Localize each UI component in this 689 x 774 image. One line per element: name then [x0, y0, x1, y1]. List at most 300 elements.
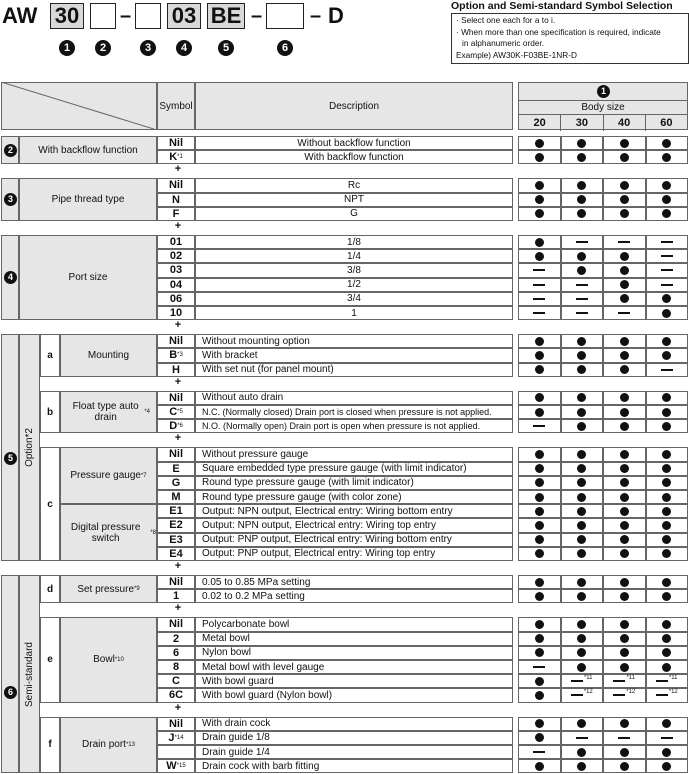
unavailable-dash	[661, 284, 673, 286]
symbol-cell	[157, 363, 195, 377]
available-dot	[662, 408, 671, 417]
code-number-4: 4	[176, 40, 192, 56]
value-cell	[646, 688, 689, 702]
value-cell	[561, 178, 604, 192]
description-cell: Output: PNP output, Electrical entry: Wiring top entry	[195, 547, 513, 561]
available-dot	[662, 549, 671, 558]
symbol-text: J	[168, 731, 175, 744]
available-dot	[535, 733, 544, 742]
symbol-cell	[157, 547, 195, 561]
value-cell	[561, 363, 604, 377]
size-columns	[519, 114, 687, 131]
available-dot	[620, 181, 629, 190]
value-cell	[646, 547, 689, 561]
value-cell	[646, 660, 689, 674]
available-dot	[535, 408, 544, 417]
value-cell	[646, 476, 689, 490]
symbol-cell	[157, 263, 195, 277]
header-corner	[1, 82, 157, 130]
semi-label: Semi-standard	[24, 641, 35, 707]
value-cell	[518, 150, 561, 164]
description-cell: Output: NPN output, Electrical entry: Wiring bottom entry	[195, 504, 513, 518]
plus-separator: +	[174, 319, 182, 332]
value-cell	[646, 306, 689, 320]
available-dot	[620, 139, 629, 148]
ordering-code	[0, 0, 370, 62]
value-cell	[561, 575, 604, 589]
available-dot	[535, 677, 544, 686]
available-dot	[662, 478, 671, 487]
symbol-text: W	[166, 760, 177, 773]
value-cell	[518, 547, 561, 561]
available-dot	[662, 209, 671, 218]
symbol-text: 8	[172, 661, 180, 674]
symbol-note: *3	[177, 352, 183, 359]
value-cell	[561, 632, 604, 646]
symbol-text: 06	[169, 292, 183, 305]
available-dot	[620, 365, 629, 374]
description-cell: Polycarbonate bowl	[195, 617, 513, 631]
value-cell	[561, 193, 604, 207]
description-cell: With drain cock	[195, 717, 513, 731]
value-cell	[603, 178, 646, 192]
symbol-cell	[157, 207, 195, 221]
symbol-cell	[157, 235, 195, 249]
selection-note: in alphanumeric order.	[462, 38, 545, 48]
description-cell: With bowl guard	[195, 674, 513, 688]
plus-separator: +	[174, 220, 182, 232]
code-suffix: D	[328, 3, 344, 28]
description-cell: 1/2	[195, 278, 513, 292]
symbol-text: 6C	[168, 689, 184, 702]
description-cell: With set nut (for panel mount)	[195, 363, 513, 377]
unavailable-dash	[661, 269, 673, 271]
available-dot	[662, 181, 671, 190]
available-dot	[577, 762, 586, 771]
available-dot	[535, 478, 544, 487]
code-number-6: 6	[277, 40, 293, 56]
plus-separator: +	[174, 375, 182, 388]
available-dot	[662, 507, 671, 516]
value-cell	[518, 660, 561, 674]
available-dot	[577, 195, 586, 204]
value-cell	[646, 717, 689, 731]
group-label: Port size	[19, 235, 157, 320]
value-cell	[561, 476, 604, 490]
value-cell	[561, 278, 604, 292]
symbol-cell	[157, 334, 195, 348]
sub-letter: a	[40, 334, 60, 377]
value-cell	[518, 688, 561, 702]
code-number-1: 1	[59, 40, 75, 56]
symbol-cell	[157, 462, 195, 476]
available-dot	[577, 634, 586, 643]
unavailable-dash	[618, 737, 630, 739]
value-cell	[561, 292, 604, 306]
body-size-label: Body size	[519, 100, 687, 115]
available-dot	[535, 209, 544, 218]
size-col: 40	[604, 115, 646, 131]
value-cell	[561, 617, 604, 631]
available-dot	[577, 578, 586, 587]
option-label: Option*2	[24, 428, 35, 468]
symbol-text: 2	[172, 632, 180, 645]
value-cell	[518, 589, 561, 603]
value-note: *11	[583, 675, 593, 682]
value-cell	[603, 646, 646, 660]
unavailable-dash	[533, 284, 545, 286]
value-cell	[646, 363, 689, 377]
body-size-number: 1	[597, 85, 610, 98]
unavailable-dash	[533, 298, 545, 300]
value-cell	[518, 617, 561, 631]
symbol-text: D	[169, 420, 178, 433]
available-dot	[620, 422, 629, 431]
available-dot	[577, 252, 586, 261]
value-cell	[561, 150, 604, 164]
value-cell	[603, 150, 646, 164]
value-cell	[646, 150, 689, 164]
symbol-note: *14	[174, 734, 184, 741]
sub-letter: b	[40, 391, 60, 434]
available-dot	[662, 535, 671, 544]
value-cell	[561, 759, 604, 773]
available-dot	[535, 464, 544, 473]
value-cell	[603, 136, 646, 150]
unavailable-dash	[533, 751, 545, 753]
available-dot	[535, 493, 544, 502]
unavailable-dash	[533, 425, 545, 427]
description-cell: Nylon bowl	[195, 646, 513, 660]
semi-number: 6	[4, 686, 17, 699]
available-dot	[577, 663, 586, 672]
unavailable-dash	[533, 312, 545, 314]
value-cell	[518, 745, 561, 759]
symbol-cell	[157, 632, 195, 646]
available-dot	[620, 408, 629, 417]
value-note: *11	[626, 675, 636, 682]
unavailable-dash	[533, 666, 545, 668]
value-cell	[518, 504, 561, 518]
available-dot	[620, 578, 629, 587]
value-cell	[603, 334, 646, 348]
value-cell	[603, 617, 646, 631]
sub-label-note: *4	[144, 409, 150, 416]
available-dot	[620, 153, 629, 162]
unavailable-dash	[533, 269, 545, 271]
symbol-text: E4	[169, 547, 183, 560]
available-dot	[662, 294, 671, 303]
description-cell: Drain guide 1/8	[195, 731, 513, 745]
symbol-text: M	[171, 491, 181, 504]
symbol-cell	[157, 150, 195, 164]
value-cell	[646, 249, 689, 263]
header-description: Description	[195, 82, 513, 130]
plus-separator: +	[174, 602, 182, 615]
symbol-note: *1	[177, 154, 183, 161]
available-dot	[577, 464, 586, 473]
value-cell	[518, 193, 561, 207]
value-cell	[646, 731, 689, 745]
value-cell	[603, 717, 646, 731]
symbol-cell	[157, 278, 195, 292]
value-cell	[646, 193, 689, 207]
value-cell	[561, 348, 604, 362]
available-dot	[535, 450, 544, 459]
value-cell	[603, 575, 646, 589]
header-symbol: Symbol	[157, 82, 195, 130]
size-col: 60	[660, 117, 673, 129]
code-box-6	[266, 3, 304, 29]
available-dot	[662, 719, 671, 728]
description-cell: 3/4	[195, 292, 513, 306]
available-dot	[620, 252, 629, 261]
value-cell	[603, 278, 646, 292]
selection-notes	[451, 13, 689, 64]
sub-label: Pressure gauge *7	[60, 447, 157, 504]
symbol-cell	[157, 759, 195, 773]
value-cell	[603, 419, 646, 433]
symbol-cell	[157, 674, 195, 688]
value-cell	[646, 405, 689, 419]
available-dot	[620, 507, 629, 516]
sub-label: Digital pressure switch *8	[60, 504, 157, 561]
symbol-cell	[157, 660, 195, 674]
available-dot	[577, 648, 586, 657]
symbol-text: Nil	[168, 576, 184, 589]
value-cell	[603, 193, 646, 207]
available-dot	[535, 139, 544, 148]
sub-label-note: *13	[125, 741, 135, 748]
value-cell	[646, 632, 689, 646]
available-dot	[620, 450, 629, 459]
unavailable-dash	[613, 694, 625, 696]
symbol-text: 6	[172, 646, 180, 659]
unavailable-dash	[571, 694, 583, 696]
sub-letter: c	[40, 447, 60, 561]
value-cell	[518, 731, 561, 745]
available-dot	[535, 634, 544, 643]
sub-letter: e	[40, 617, 60, 702]
available-dot	[620, 719, 629, 728]
option-number-cell	[1, 334, 19, 561]
value-cell	[518, 178, 561, 192]
symbol-text: E3	[169, 533, 183, 546]
available-dot	[535, 535, 544, 544]
semi-label-cell	[19, 575, 40, 773]
value-cell	[518, 533, 561, 547]
symbol-cell	[157, 646, 195, 660]
unavailable-dash	[571, 680, 583, 682]
available-dot	[662, 620, 671, 629]
unavailable-dash	[576, 737, 588, 739]
value-cell	[518, 136, 561, 150]
value-cell	[518, 292, 561, 306]
value-cell	[603, 306, 646, 320]
symbol-cell	[157, 447, 195, 461]
value-cell	[646, 745, 689, 759]
value-cell	[561, 518, 604, 532]
available-dot	[535, 238, 544, 247]
available-dot	[535, 507, 544, 516]
unavailable-dash	[618, 241, 630, 243]
symbol-cell	[157, 136, 195, 150]
value-cell	[561, 533, 604, 547]
symbol-cell	[157, 292, 195, 306]
description-cell: Without backflow function	[195, 136, 513, 150]
available-dot	[577, 408, 586, 417]
value-cell	[518, 405, 561, 419]
value-cell	[646, 617, 689, 631]
symbol-text: Nil	[168, 618, 184, 631]
description-cell: 1/8	[195, 235, 513, 249]
symbol-cell	[157, 617, 195, 631]
available-dot	[662, 422, 671, 431]
value-cell	[646, 348, 689, 362]
available-dot	[620, 493, 629, 502]
available-dot	[620, 648, 629, 657]
sub-letter: f	[40, 717, 60, 774]
sub-label: Set pressure *9	[60, 575, 157, 603]
value-cell	[518, 575, 561, 589]
option-number: 5	[4, 452, 17, 465]
available-dot	[620, 549, 629, 558]
code-prefix: AW	[2, 3, 38, 28]
value-cell	[603, 518, 646, 532]
selection-example: Example) AW30K-F03BE-1NR-D	[456, 49, 577, 60]
description-cell: Metal bowl	[195, 632, 513, 646]
group-number: 2	[4, 144, 17, 157]
value-cell	[561, 731, 604, 745]
available-dot	[577, 535, 586, 544]
available-dot	[535, 648, 544, 657]
symbol-cell	[157, 249, 195, 263]
value-cell	[518, 462, 561, 476]
unavailable-dash	[656, 694, 668, 696]
available-dot	[620, 663, 629, 672]
available-dot	[620, 464, 629, 473]
value-note: *12	[668, 689, 678, 696]
value-cell	[561, 419, 604, 433]
available-dot	[662, 648, 671, 657]
available-dot	[662, 663, 671, 672]
value-cell	[561, 745, 604, 759]
available-dot	[535, 578, 544, 587]
available-dot	[535, 337, 544, 346]
value-cell	[646, 504, 689, 518]
value-cell	[561, 717, 604, 731]
value-cell	[603, 589, 646, 603]
value-cell	[603, 207, 646, 221]
symbol-cell	[157, 717, 195, 731]
description-cell: Without mounting option	[195, 334, 513, 348]
value-cell	[646, 334, 689, 348]
description-cell: 0.05 to 0.85 MPa setting	[195, 575, 513, 589]
available-dot	[620, 478, 629, 487]
available-dot	[620, 393, 629, 402]
description-cell: Output: PNP output, Electrical entry: Wiring bottom entry	[195, 533, 513, 547]
value-cell	[646, 646, 689, 660]
diagonal-line	[1, 82, 157, 130]
value-cell	[518, 476, 561, 490]
unavailable-dash	[661, 241, 673, 243]
code-dash: –	[251, 5, 263, 27]
symbol-cell	[157, 348, 195, 362]
plus-separator: +	[174, 163, 182, 176]
available-dot	[662, 351, 671, 360]
value-cell	[518, 646, 561, 660]
symbol-text: 10	[169, 307, 183, 320]
value-cell	[646, 391, 689, 405]
available-dot	[577, 209, 586, 218]
value-cell	[518, 334, 561, 348]
value-cell	[561, 235, 604, 249]
available-dot	[535, 351, 544, 360]
semi-number-cell	[1, 575, 19, 773]
available-dot	[577, 337, 586, 346]
value-cell	[603, 235, 646, 249]
available-dot	[535, 762, 544, 771]
description-cell: Metal bowl with level gauge	[195, 660, 513, 674]
description-cell: 1/4	[195, 249, 513, 263]
available-dot	[662, 592, 671, 601]
description-cell: 1	[195, 306, 513, 320]
available-dot	[535, 719, 544, 728]
symbol-text: Nil	[168, 137, 184, 150]
available-dot	[577, 478, 586, 487]
symbol-cell	[157, 533, 195, 547]
available-dot	[662, 450, 671, 459]
value-cell	[518, 759, 561, 773]
available-dot	[620, 620, 629, 629]
value-cell	[646, 533, 689, 547]
value-cell	[561, 207, 604, 221]
selection-title: Option and Semi-standard Symbol Selection	[451, 0, 673, 12]
sub-label: Drain port *13	[60, 717, 157, 774]
description-cell: Rc	[195, 178, 513, 192]
symbol-text: 1	[172, 590, 180, 603]
plus-separator: +	[174, 701, 182, 714]
value-cell	[603, 632, 646, 646]
value-cell	[518, 306, 561, 320]
value-cell	[561, 660, 604, 674]
available-dot	[662, 521, 671, 530]
value-cell	[603, 462, 646, 476]
available-dot	[577, 549, 586, 558]
available-dot	[535, 365, 544, 374]
unavailable-dash	[613, 680, 625, 682]
value-cell	[603, 292, 646, 306]
available-dot	[577, 422, 586, 431]
value-cell	[603, 504, 646, 518]
value-cell	[518, 263, 561, 277]
symbol-text: 01	[169, 236, 183, 249]
unavailable-dash	[576, 241, 588, 243]
description-cell: With bowl guard (Nylon bowl)	[195, 688, 513, 702]
description-cell: Without pressure gauge	[195, 447, 513, 461]
value-cell	[561, 447, 604, 461]
unavailable-dash	[661, 737, 673, 739]
symbol-text: C	[169, 406, 178, 419]
value-cell	[561, 674, 604, 688]
value-cell	[603, 547, 646, 561]
value-cell	[561, 547, 604, 561]
symbol-cell	[157, 518, 195, 532]
sub-letter: d	[40, 575, 60, 603]
description-cell: N.C. (Normally closed) Drain port is closed when pressure is not applied.	[195, 405, 513, 419]
available-dot	[620, 521, 629, 530]
available-dot	[577, 139, 586, 148]
